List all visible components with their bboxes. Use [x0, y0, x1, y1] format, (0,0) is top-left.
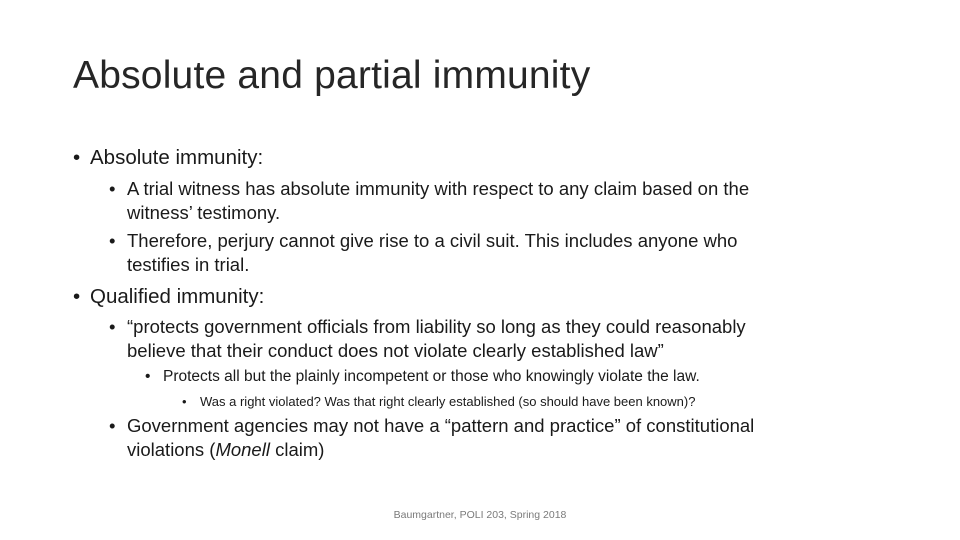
monell-case-name: Monell [215, 439, 270, 460]
qualified-quote-line2: believe that their conduct does not violate clearly established law” [127, 340, 664, 361]
bullet-dot-icon: • [109, 316, 116, 337]
slide-title: Absolute and partial immunity [73, 54, 591, 97]
bullet-dot-icon: • [73, 146, 81, 169]
perjury-line2: testifies in trial. [127, 254, 250, 275]
bullet-dot-icon: • [109, 178, 116, 199]
bullet-absolute-immunity [73, 148, 263, 169]
witness-immunity-line1: A trial witness has absolute immunity with respect to any claim based on the [127, 178, 750, 199]
bullet-qualified-quote [109, 318, 746, 337]
bullet-dot-icon: • [73, 285, 81, 308]
qualified-quote-line1: “protects government officials from liability so long as they could reasonably [127, 316, 746, 337]
perjury-line1: Therefore, perjury cannot give rise to a civil suit. This includes anyone who [127, 230, 738, 251]
bullet-plainly-incompetent [145, 369, 700, 385]
bullet-right-violated [182, 395, 695, 408]
government-agencies-line2 [127, 441, 324, 460]
slide-footer: Baumgartner, POLI 203, Spring 2018 [393, 509, 567, 521]
bullet-perjury [109, 232, 737, 251]
right-violated-text: Was a right violated? Was that right clearly established (so should have been known)? [200, 394, 696, 409]
bullet-dot-icon: • [109, 415, 116, 436]
bullet-dot-icon: • [109, 230, 116, 251]
qualified-immunity-heading: Qualified immunity: [90, 285, 265, 308]
plainly-incompetent-text: Protects all but the plainly incompetent or those who knowingly violate the law. [163, 368, 700, 385]
monell-after: claim) [269, 439, 325, 460]
bullet-dot-icon: • [182, 394, 187, 409]
bullet-government-agencies [109, 417, 754, 436]
absolute-immunity-heading: Absolute immunity: [90, 146, 264, 169]
bullet-witness-immunity [109, 180, 749, 199]
bullet-dot-icon: • [145, 368, 151, 385]
government-agencies-line1: Government agencies may not have a “pattern and practice” of constitutional [127, 415, 755, 436]
monell-before: violations ( [127, 439, 216, 460]
witness-immunity-line2: witness’ testimony. [127, 202, 281, 223]
bullet-qualified-immunity [73, 287, 264, 308]
